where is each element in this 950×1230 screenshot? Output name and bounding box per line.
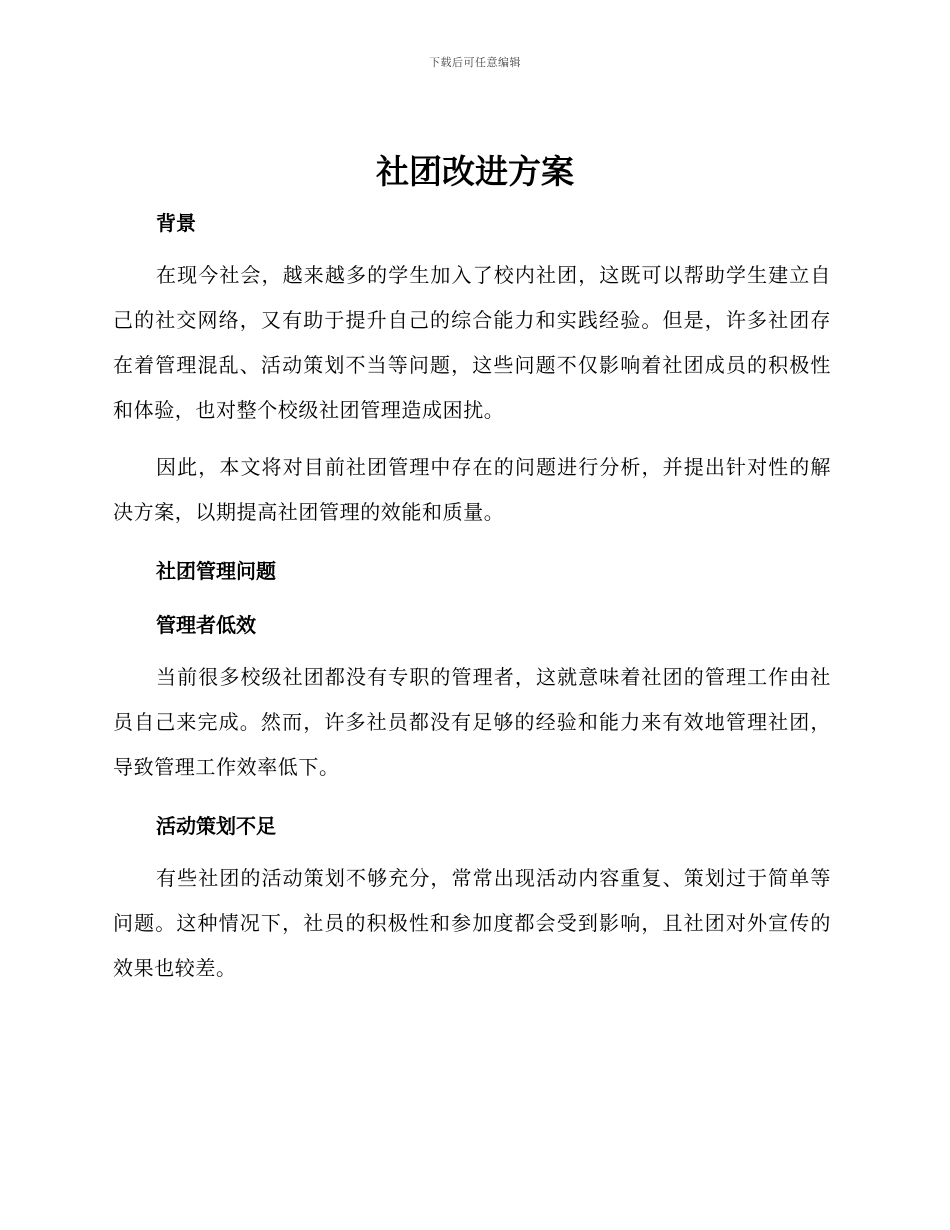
section-heading-background: 背景 [156, 211, 196, 235]
section-heading-problems: 社团管理问题 [156, 559, 276, 583]
document-title: 社团改进方案 [376, 152, 574, 191]
subsection-heading-manager: 管理者低效 [156, 613, 256, 637]
paragraph-background-1: 在现今社会，越来越多的学生加入了校内社团，这既可以帮助学生建立自己的社交网络，又有助于提升自己的综合能力和实践经验。但是，许多社团存在着管理混乱、活动策划不当等问题，这些问题不仅影响着社团成员的积极性和体验，也对整个校级社团管理造成困扰。 [113, 263, 831, 422]
paragraph-activity: 有些社团的活动策划不够充分，常常出现活动内容重复、策划过于简单等问题。这种情况下，社员的积极性和参加度都会受到影响，且社团对外宣传的效果也较差。 [113, 866, 831, 980]
subsection-heading-activity: 活动策划不足 [156, 814, 276, 838]
header-note: 下载后可任意编辑 [429, 56, 521, 69]
paragraph-manager: 当前很多校级社团都没有专职的管理者，这就意味着社团的管理工作由社员自己来完成。然而，许多社员都没有足够的经验和能力来有效地管理社团，导致管理工作效率低下。 [113, 665, 831, 779]
document-body [113, 205, 831, 991]
paragraph-background-2: 因此，本文将对目前社团管理中存在的问题进行分析，并提出针对性的解决方案，以期提高社团管理的效能和质量。 [113, 455, 831, 524]
